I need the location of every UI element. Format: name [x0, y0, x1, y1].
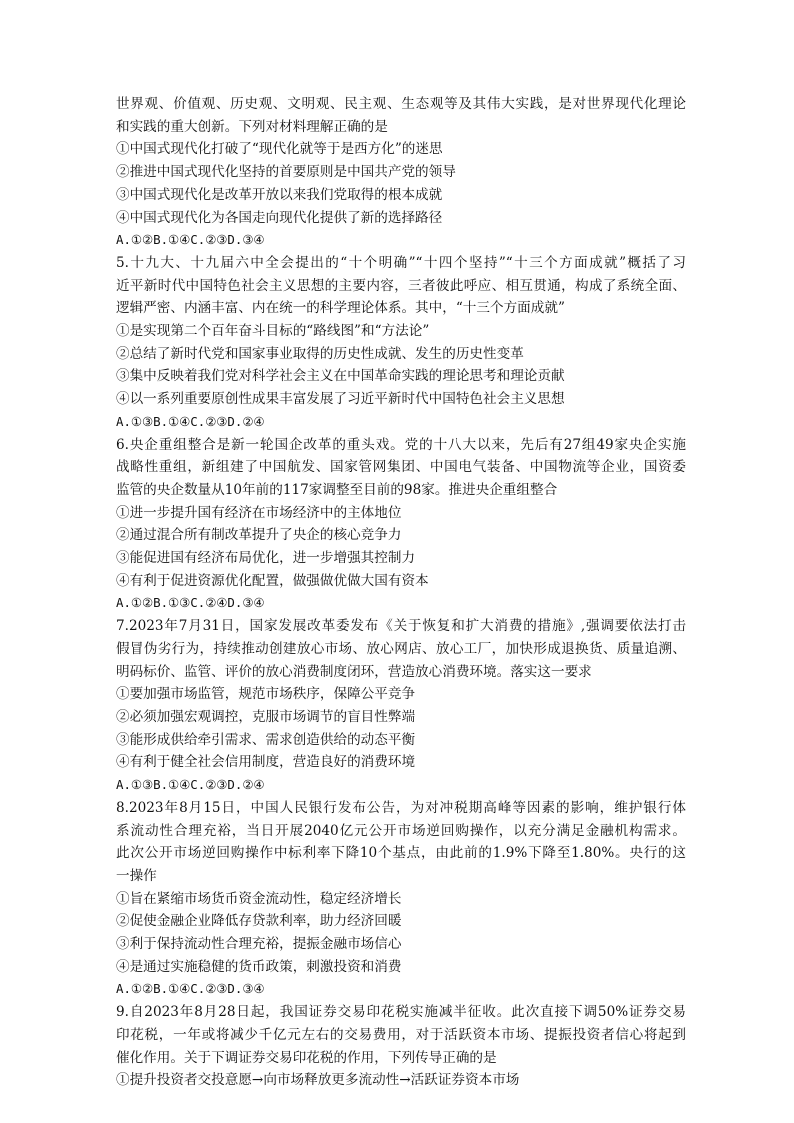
- option-line: ①旨在紧缩市场货币资金流动性，稳定经济增长: [116, 890, 402, 907]
- option-line: ③利于保持流动性合理充裕，提振金融市场信心: [116, 936, 402, 953]
- option-line: ④有利于促进资源优化配置，做强做优做大国有资本: [116, 572, 429, 589]
- option-line: ②通过混合所有制改革提升了央企的核心竞争力: [116, 527, 402, 544]
- option-line: ①中国式现代化打破了“现代化就等于是西方化”的迷思: [116, 141, 443, 158]
- question-stem-line: 系流动性合理充裕，当日开展2040亿元公开市场逆回购操作，以充分满足金融机构需求。: [116, 822, 686, 839]
- question-7: [116, 615, 686, 797]
- question-8: [116, 797, 686, 1001]
- option-line: ①是实现第二个百年奋斗目标的“路线图”和“方法论”: [116, 323, 430, 340]
- option-line: ③集中反映着我们党对科学社会主义在中国革命实践的理论思考和理论贡献: [116, 368, 565, 385]
- question-9: [116, 1001, 686, 1092]
- question-stem-line: 9.自2023年8月28日起，我国证券交易印花税实施减半征收。此次直接下调50%证券交易: [116, 1004, 686, 1021]
- question-4: [116, 93, 686, 252]
- option-line: ①要加强市场监管，规范市场秩序，保障公平竞争: [116, 686, 416, 703]
- question-stem-line: 和实践的重大创新。下列对材料理解正确的是: [116, 118, 388, 135]
- option-line: ②推进中国式现代化坚持的首要原则是中国共产党的领导: [116, 164, 456, 181]
- option-line: ②总结了新时代党和国家事业取得的历史性成就、发生的历史性变革: [116, 345, 524, 362]
- question-stem-line: 一操作: [116, 867, 157, 884]
- answer-choices: A.①②B.①④C.②③D.③④: [116, 981, 265, 997]
- question-stem-line: 近平新时代中国特色社会主义思想的主要内容，三者彼此呼应、相互贯通，构成了系统全面、: [116, 277, 686, 294]
- option-line: ④中国式现代化为各国走向现代化提供了新的选择路径: [116, 209, 443, 226]
- question-stem-line: 明码标价、监管、评价的放心消费制度闭环，营造放心消费环境。落实这一要求: [116, 663, 592, 680]
- question-stem-line: 监管的央企数量从10年前的117家调整至目前的98家。推进央企重组整合: [116, 481, 558, 498]
- question-5: [116, 252, 686, 434]
- question-stem-line: 逻辑严密、内涵丰富、内在统一的科学理论体系。其中，“十三个方面成就”: [116, 300, 565, 317]
- question-stem-line: 6.央企重组整合是新一轮国企改革的重头戏。党的十八大以来，先后有27组49家央企实施: [116, 436, 686, 453]
- question-stem-line: 世界观、价值观、历史观、文明观、民主观、生态观等及其伟大实践，是对世界现代化理论: [116, 96, 686, 112]
- question-6: [116, 434, 686, 616]
- answer-choices: A.①③B.①④C.②③D.②④: [116, 777, 265, 793]
- exam-page: [116, 93, 686, 1092]
- question-stem-line: 战略性重组，新组建了中国航发、国家管网集团、中国电气装备、中国物流等企业，国资委: [116, 459, 686, 476]
- option-line: ②促使金融企业降低存贷款利率，助力经济回暖: [116, 913, 402, 930]
- question-stem-line: 此次公开市场逆回购操作中标利率下降10个基点，由此前的1.9%下降至1.80%。央行的这: [116, 845, 686, 862]
- option-line: ③能促进国有经济布局优化，进一步增强其控制力: [116, 550, 416, 567]
- answer-choices: A.①②B.①④C.②③D.③④: [116, 232, 265, 248]
- question-stem-line: 催化作用。关于下调证券交易印花税的作用，下列传导正确的是: [116, 1049, 497, 1066]
- question-stem-line: 7.2023年7月31日，国家发展改革委发布《关于恢复和扩大消费的措施》,强调要依法打击: [116, 618, 686, 635]
- question-stem-line: 8.2023年8月15日，中国人民银行发布公告，为对冲税期高峰等因素的影响，维护银行体: [116, 799, 686, 816]
- answer-choices: A.①③B.①④C.②③D.②④: [116, 413, 265, 429]
- option-line: ②必须加强宏观调控，克服市场调节的盲目性弊端: [116, 708, 416, 725]
- question-stem-line: 印花税，一年或将减少千亿元左右的交易费用，对于活跃资本市场、提振投资者信心将起到: [116, 1026, 686, 1043]
- option-line: ④是通过实施稳健的货币政策，刺激投资和消费: [116, 958, 402, 975]
- question-stem-line: 假冒伪劣行为，持续推动创建放心市场、放心网店、放心工厂，加快形成退换货、质量追溯、: [116, 640, 686, 657]
- option-line: ③能形成供给牵引需求、需求创造供给的动态平衡: [116, 731, 416, 748]
- question-stem-line: 5.十九大、十九届六中全会提出的“十个明确”“十四个坚持”“十三个方面成就”概括了习: [116, 254, 686, 271]
- answer-choices: A.①②B.①③C.②④D.③④: [116, 595, 265, 611]
- option-line: ④有利于健全社会信用制度，营造良好的消费环境: [116, 754, 416, 771]
- option-line: ①提升投资者交投意愿→向市场释放更多流动性→活跃证券资本市场: [116, 1072, 520, 1089]
- option-line: ④以一系列重要原创性成果丰富发展了习近平新时代中国特色社会主义思想: [116, 391, 565, 408]
- option-line: ③中国式现代化是改革开放以来我们党取得的根本成就: [116, 186, 443, 203]
- option-line: ①进一步提升国有经济在市场经济中的主体地位: [116, 504, 402, 521]
